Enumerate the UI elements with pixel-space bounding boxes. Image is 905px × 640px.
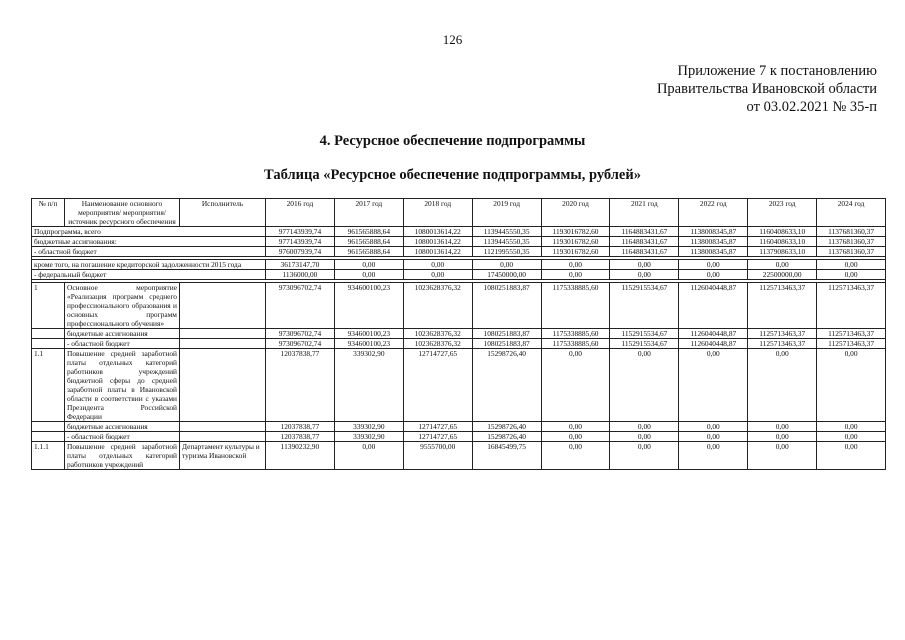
cell-value: 36173147,70 — [266, 260, 335, 270]
table-row — [32, 247, 886, 257]
cell-value: 0,00 — [541, 442, 610, 470]
cell-value: 1164883431,67 — [610, 237, 679, 247]
cell-value: 0,00 — [610, 442, 679, 470]
cell-value: 977143939,74 — [266, 237, 335, 247]
cell-value: 12037838,77 — [266, 349, 335, 422]
cell-value: 0,00 — [817, 260, 886, 270]
row-executor — [180, 349, 266, 422]
cell-value: 1137908633,10 — [748, 247, 817, 257]
cell-value: 339302,90 — [334, 422, 403, 432]
row-name: - областной бюджет — [32, 247, 266, 257]
table-header-row — [32, 199, 886, 227]
row-executor — [180, 422, 266, 432]
cell-value: 0,00 — [610, 349, 679, 422]
table-row — [32, 349, 886, 422]
cell-value: 0,00 — [748, 422, 817, 432]
row-no: 1.1 — [32, 349, 65, 422]
cell-value: 0,00 — [541, 422, 610, 432]
cell-value: 0,00 — [334, 442, 403, 470]
cell-value: 1175338885,60 — [541, 339, 610, 349]
page-number: 126 — [442, 32, 463, 47]
cell-value: 934600100,23 — [334, 283, 403, 329]
cell-value: 1139445550,35 — [472, 227, 541, 237]
cell-value: 0,00 — [403, 270, 472, 280]
cell-value: 1137681360,37 — [817, 247, 886, 257]
table-title: Таблица «Ресурсное обеспечение подпрограммы, рублей» — [264, 167, 641, 183]
cell-value: 1080013614,22 — [403, 237, 472, 247]
cell-value: 973096702,74 — [266, 329, 335, 339]
cell-value: 1023628376,32 — [403, 339, 472, 349]
header-year: 2017 год — [334, 199, 403, 227]
cell-value: 0,00 — [748, 432, 817, 442]
cell-value: 1125713463,37 — [748, 339, 817, 349]
cell-value: 1125713463,37 — [748, 283, 817, 329]
cell-value: 0,00 — [610, 432, 679, 442]
cell-value: 0,00 — [679, 422, 748, 432]
cell-value: 1160408633,10 — [748, 237, 817, 247]
cell-value: 1193016782,60 — [541, 237, 610, 247]
cell-value: 0,00 — [748, 442, 817, 470]
row-no — [32, 422, 65, 432]
row-executor: Департамент культуры и туризма Ивановской — [180, 442, 266, 470]
header-year: 2022 год — [679, 199, 748, 227]
cell-value: 15298726,40 — [472, 432, 541, 442]
cell-value: 1152915534,67 — [610, 339, 679, 349]
cell-value: 0,00 — [748, 349, 817, 422]
cell-value: 0,00 — [679, 349, 748, 422]
cell-value: 1152915534,67 — [610, 329, 679, 339]
cell-value: 0,00 — [817, 270, 886, 280]
row-no — [32, 329, 65, 339]
cell-value: 961565888,64 — [334, 227, 403, 237]
header-name: Наименование основного мероприятия/ мероприятия/источник ресурсного обеспечения — [65, 199, 180, 227]
cell-value: 1125713463,37 — [817, 283, 886, 329]
table-row — [32, 283, 886, 329]
appendix-line-2: Правительства Ивановской области — [656, 81, 877, 97]
table-row — [32, 442, 886, 470]
cell-value: 1126040448,87 — [679, 339, 748, 349]
row-name: бюджетные ассигнования — [65, 329, 180, 339]
header-year: 2018 год — [403, 199, 472, 227]
cell-value: 16845499,75 — [472, 442, 541, 470]
appendix-line-1: Приложение 7 к постановлению — [677, 63, 877, 79]
cell-value: 934600100,23 — [334, 329, 403, 339]
header-no: № п/п — [32, 199, 65, 227]
cell-value: 1160408633,10 — [748, 227, 817, 237]
cell-value: 0,00 — [541, 260, 610, 270]
cell-value: 1080251883,87 — [472, 339, 541, 349]
table-row — [32, 227, 886, 237]
cell-value: 15298726,40 — [472, 422, 541, 432]
row-executor — [180, 283, 266, 329]
row-no — [32, 339, 65, 349]
cell-value: 17450000,00 — [472, 270, 541, 280]
row-no — [32, 432, 65, 442]
cell-value: 9555700,00 — [403, 442, 472, 470]
row-name: бюджетные ассигнования — [65, 422, 180, 432]
cell-value: 12714727,65 — [403, 422, 472, 432]
cell-value: 0,00 — [679, 260, 748, 270]
cell-value: 973096702,74 — [266, 283, 335, 329]
cell-value: 12714727,65 — [403, 432, 472, 442]
appendix-note — [657, 62, 877, 116]
row-no: 1 — [32, 283, 65, 329]
cell-value: 12037838,77 — [266, 422, 335, 432]
cell-value: 0,00 — [472, 260, 541, 270]
row-executor — [180, 339, 266, 349]
cell-value: 1136000,00 — [266, 270, 335, 280]
cell-value: 0,00 — [679, 270, 748, 280]
cell-value: 1125713463,37 — [748, 329, 817, 339]
row-name: бюджетные ассигнования: — [32, 237, 266, 247]
header-year: 2021 год — [610, 199, 679, 227]
resource-table — [31, 198, 886, 470]
cell-value: 1164883431,67 — [610, 247, 679, 257]
row-name: Подпрограмма, всего — [32, 227, 266, 237]
cell-value: 1175338885,60 — [541, 283, 610, 329]
cell-value: 0,00 — [334, 260, 403, 270]
cell-value: 0,00 — [748, 260, 817, 270]
cell-value: 0,00 — [679, 442, 748, 470]
table-row — [32, 422, 886, 432]
cell-value: 0,00 — [610, 260, 679, 270]
cell-value: 1125713463,37 — [817, 339, 886, 349]
cell-value: 1126040448,87 — [679, 283, 748, 329]
cell-value: 1138008345,87 — [679, 237, 748, 247]
cell-value: 934600100,23 — [334, 339, 403, 349]
cell-value: 0,00 — [817, 422, 886, 432]
cell-value: 1193016782,60 — [541, 247, 610, 257]
cell-value: 1164883431,67 — [610, 227, 679, 237]
header-year: 2019 год — [472, 199, 541, 227]
cell-value: 1193016782,60 — [541, 227, 610, 237]
table-row — [32, 329, 886, 339]
table-row — [32, 237, 886, 247]
cell-value: 339302,90 — [334, 349, 403, 422]
cell-value: 1152915534,67 — [610, 283, 679, 329]
table-row — [32, 339, 886, 349]
cell-value: 976007939,74 — [266, 247, 335, 257]
cell-value: 15298726,40 — [472, 349, 541, 422]
cell-value: 1125713463,37 — [817, 329, 886, 339]
row-name: кроме того, на погашение кредиторской задолженности 2015 года — [32, 260, 266, 270]
row-name: - областной бюджет — [65, 339, 180, 349]
cell-value: 0,00 — [610, 270, 679, 280]
cell-value: 0,00 — [403, 260, 472, 270]
cell-value: 0,00 — [817, 349, 886, 422]
cell-value: 22500000,00 — [748, 270, 817, 280]
header-year: 2023 год — [748, 199, 817, 227]
row-executor — [180, 329, 266, 339]
cell-value: 1139445550,35 — [472, 237, 541, 247]
cell-value: 0,00 — [334, 270, 403, 280]
row-name: Повышение средней заработной платы отдельных категорий работников учреждений — [65, 442, 180, 470]
row-name: - федеральный бюджет — [32, 270, 266, 280]
cell-value: 1126040448,87 — [679, 329, 748, 339]
cell-value: 0,00 — [541, 270, 610, 280]
appendix-line-3: от 03.02.2021 № 35-п — [746, 99, 877, 115]
cell-value: 961565888,64 — [334, 247, 403, 257]
cell-value: 973096702,74 — [266, 339, 335, 349]
row-name: - областной бюджет — [65, 432, 180, 442]
cell-value: 0,00 — [541, 349, 610, 422]
row-name: Основное мероприятие «Реализация программ среднего профессионального образования и основных программ профессионального обучения» — [65, 283, 180, 329]
table-row — [32, 270, 886, 280]
cell-value: 1080251883,87 — [472, 283, 541, 329]
cell-value: 12714727,65 — [403, 349, 472, 422]
cell-value: 12037838,77 — [266, 432, 335, 442]
cell-value: 1080013614,22 — [403, 227, 472, 237]
header-executor: Исполнитель — [180, 199, 266, 227]
table-row — [32, 432, 886, 442]
header-year: 2020 год — [541, 199, 610, 227]
cell-value: 1023628376,32 — [403, 283, 472, 329]
cell-value: 0,00 — [541, 432, 610, 442]
cell-value: 977143939,74 — [266, 227, 335, 237]
cell-value: 1121995550,35 — [472, 247, 541, 257]
cell-value: 1138008345,87 — [679, 247, 748, 257]
cell-value: 11390232,90 — [266, 442, 335, 470]
row-name: Повышение средней заработной платы отдельных категорий работников учреждений бюджетной сферы до средней заработной платы в Ивановской области в соответствии с указами Президента Российской Федерации — [65, 349, 180, 422]
cell-value: 0,00 — [817, 442, 886, 470]
cell-value: 0,00 — [817, 432, 886, 442]
section-title: 4. Ресурсное обеспечение подпрограммы — [319, 133, 586, 149]
cell-value: 1137681360,37 — [817, 227, 886, 237]
cell-value: 1080251883,87 — [472, 329, 541, 339]
cell-value: 0,00 — [610, 422, 679, 432]
cell-value: 1023628376,32 — [403, 329, 472, 339]
cell-value: 961565888,64 — [334, 237, 403, 247]
cell-value: 1080013614,22 — [403, 247, 472, 257]
cell-value: 1137681360,37 — [817, 237, 886, 247]
header-year: 2024 год — [817, 199, 886, 227]
row-no: 1.1.1 — [32, 442, 65, 470]
cell-value: 339302,90 — [334, 432, 403, 442]
cell-value: 1138008345,87 — [679, 227, 748, 237]
header-year: 2016 год — [266, 199, 335, 227]
cell-value: 1175338885,60 — [541, 329, 610, 339]
cell-value: 0,00 — [679, 432, 748, 442]
row-executor — [180, 432, 266, 442]
table-row — [32, 260, 886, 270]
